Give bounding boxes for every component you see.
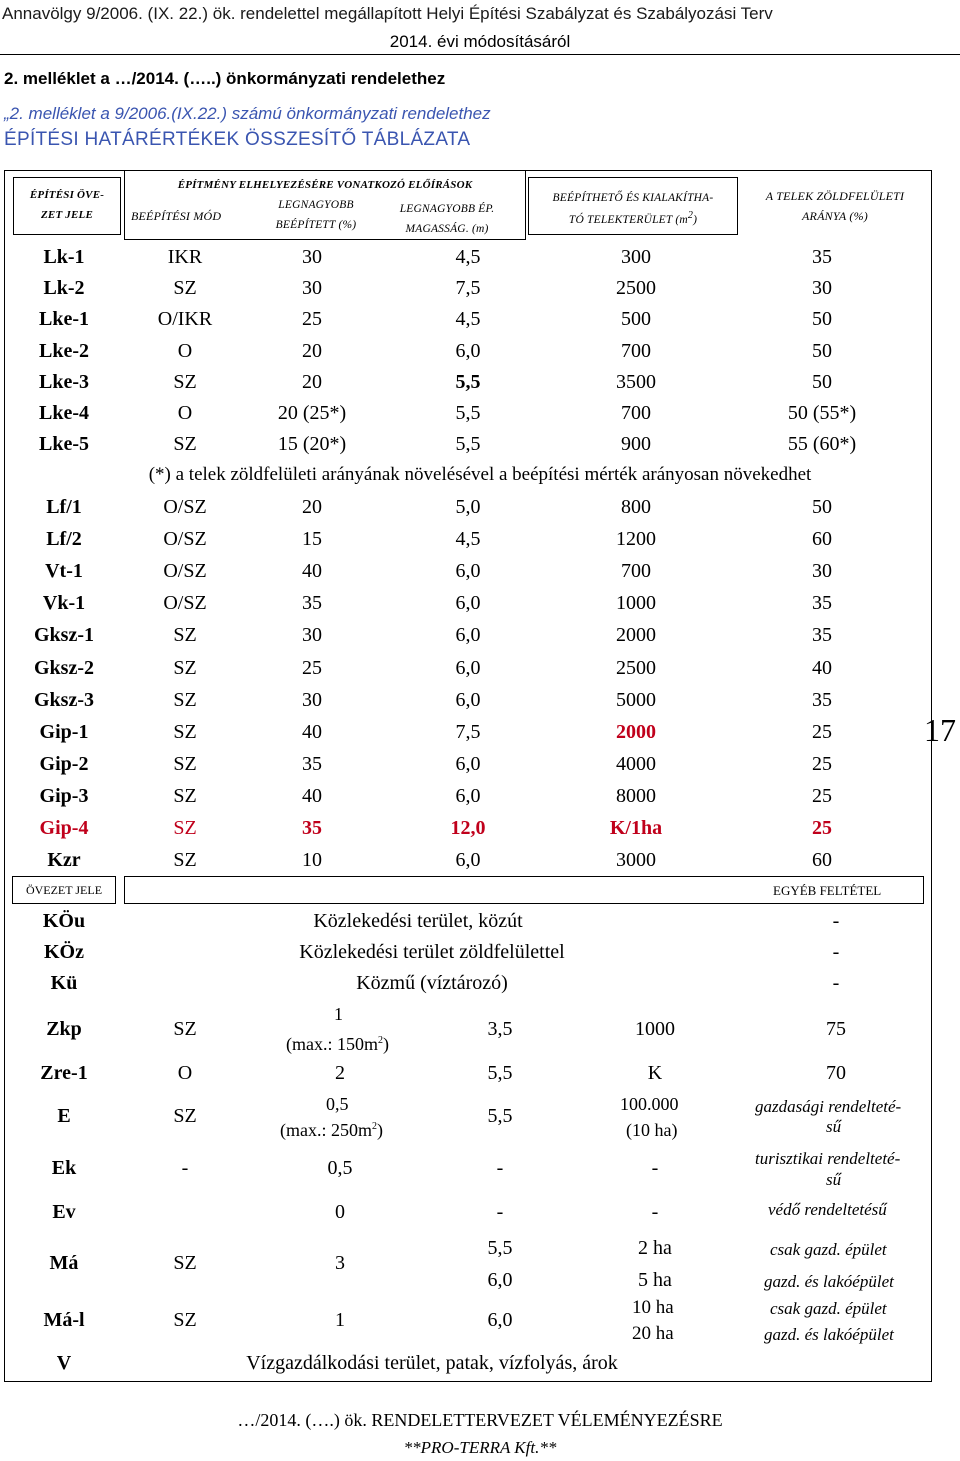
header-mode: BEÉPÍTÉSI MÓD [131, 209, 222, 223]
table-row [0, 277, 960, 307]
cell-mode: SZ [173, 720, 197, 743]
cell-height: 12,0 [450, 817, 486, 839]
cell-green: 35 [812, 246, 832, 268]
row-desc: Közmű (víztározó) [356, 972, 508, 994]
header-max-height-line2: MAGASSÁG. (m) [405, 223, 489, 235]
cell-zone: Lf/2 [46, 528, 82, 551]
cell-area: 3000 [616, 849, 656, 872]
cell-green: 40 [812, 656, 832, 679]
row-height: 6,0 [487, 1269, 513, 1291]
cell-area: 4000 [616, 752, 656, 775]
cell-green: 25 [812, 784, 832, 807]
cell-zone: Lke-1 [39, 308, 89, 331]
cell-height: 5,5 [455, 433, 481, 456]
row-cond: - [832, 972, 840, 994]
cell-built: 30 [302, 246, 322, 268]
cell-built: 35 [302, 592, 322, 615]
cell-green: 35 [812, 688, 832, 711]
cell-zone: Kzr [47, 849, 81, 872]
cell-mode: SZ [173, 784, 197, 807]
cell-height: 6,0 [455, 624, 481, 647]
cell-green: 30 [812, 560, 832, 583]
row-height: - [496, 1157, 504, 1179]
zone-label: Má-l [43, 1309, 85, 1331]
cell-mode: O/SZ [163, 560, 207, 583]
row-mode: O [177, 1062, 193, 1084]
cell-green: 55 (60*) [787, 433, 857, 456]
header-zone-line1: ÉPÍTÉSI ÖVE- [29, 189, 105, 201]
cell-height: 5,5 [455, 370, 481, 393]
cell-built: 35 [302, 817, 322, 839]
row-mode: SZ [173, 1018, 197, 1040]
table-row-koz [0, 941, 960, 971]
header-line1: Annavölgy 9/2006. (IX. 22.) ök. rendelettel megállapított Helyi Építési Szabályzat és Szabályozási Terv [2, 4, 773, 23]
cell-zone: Lke-5 [39, 433, 89, 456]
cell-built: 30 [302, 688, 322, 711]
e-cond-line2: sű [826, 1117, 842, 1136]
cell-green: 60 [812, 849, 832, 872]
cell-height: 6,0 [455, 849, 481, 872]
cell-built: 10 [302, 849, 322, 872]
row-area: 2 ha [638, 1237, 672, 1259]
cell-green: 50 [812, 496, 832, 518]
row-built: 0 [335, 1201, 345, 1223]
table-row [0, 657, 960, 687]
cell-area: 1000 [616, 592, 656, 615]
cell-area: 500 [621, 308, 651, 331]
zone-label: Ev [52, 1201, 76, 1223]
zone-label: E [57, 1105, 71, 1127]
table-row [0, 624, 960, 654]
cell-green: 25 [812, 817, 832, 839]
mal-cond2: gazd. és lakóépület [764, 1325, 894, 1344]
zone-label: Kü [50, 972, 78, 994]
cell-mode: SZ [173, 277, 197, 300]
header-zone-line2: ZET JELE [40, 209, 94, 221]
cell-height: 6,0 [455, 560, 481, 583]
cell-zone: Gksz-3 [34, 688, 94, 711]
cell-height: 7,5 [455, 720, 481, 743]
annex-subtitle: „2. melléklet a 9/2006.(IX.22.) számú önkormányzati rendelethez [4, 104, 491, 123]
cell-height: 6,0 [455, 784, 481, 807]
e-built-note: (max.: $250m^2$) [280, 1120, 383, 1140]
table-row [0, 528, 960, 558]
cell-mode: O/IKR [157, 308, 213, 331]
row-built: 0,5 [327, 1157, 353, 1179]
cell-area: K/1ha [609, 817, 663, 839]
cell-mode: SZ [173, 433, 197, 456]
document-header [0, 4, 960, 26]
row-desc: Közlekedési terület, közút [313, 910, 523, 932]
cell-height: 4,5 [455, 528, 481, 551]
table-row-zre [0, 1062, 960, 1092]
header-divider [0, 54, 960, 55]
cell-mode: SZ [173, 817, 197, 839]
cell-zone: Lf/1 [46, 496, 82, 518]
cell-zone: Gip-1 [39, 720, 89, 743]
cell-area: 2500 [616, 656, 656, 679]
cell-height: 5,0 [455, 496, 481, 518]
cell-area: 800 [621, 496, 651, 518]
footnote: (*) a telek zöldfelületi arányának növelésével a beépítési mérték arányosan növekedhet [148, 464, 812, 485]
cell-zone: Vt-1 [45, 560, 83, 583]
row-green: 75 [826, 1018, 846, 1040]
cell-zone: Gip-2 [39, 752, 89, 775]
cell-height: 6,0 [455, 592, 481, 615]
cell-built: 20 [302, 496, 322, 518]
cell-zone: Gip-3 [39, 784, 89, 807]
cell-built: 20 (25*) [277, 402, 347, 424]
cell-zone: Lke-3 [39, 370, 89, 393]
cell-area: 1200 [616, 528, 656, 551]
e-area-note: (10 ha) [626, 1120, 678, 1140]
row-area: - [651, 1157, 659, 1179]
cell-area: 900 [621, 433, 651, 456]
cell-mode: O [177, 339, 193, 362]
row-area: K [647, 1062, 663, 1084]
cell-zone: Lk-1 [43, 246, 85, 268]
table-row [0, 721, 960, 751]
cell-zone: Lke-4 [39, 402, 89, 424]
header-max-height-line1: LEGNAGYOBB ÉP. [399, 203, 495, 215]
header-green-line1: A TELEK ZÖLDFELÜLETI [765, 189, 905, 203]
cell-area: 300 [621, 246, 651, 268]
table-row [0, 371, 960, 401]
row-built: 3 [335, 1252, 345, 1274]
cell-mode: SZ [173, 849, 197, 872]
cell-height: 7,5 [455, 277, 481, 300]
cell-mode: SZ [173, 624, 197, 647]
cell-built: 20 [302, 339, 322, 362]
row-mode: SZ [173, 1105, 197, 1127]
cell-green: 50 [812, 339, 832, 362]
cell-mode: O/SZ [163, 528, 207, 551]
ek-cond-line1: turisztikai rendelteté- [755, 1149, 901, 1168]
row-height: 5,5 [487, 1062, 513, 1084]
table-row [0, 753, 960, 783]
table-row [0, 785, 960, 815]
zkp-built-note: (max.: $150m^2$) [286, 1034, 389, 1054]
cell-area: 3500 [616, 370, 656, 393]
cell-mode: SZ [173, 656, 197, 679]
cell-zone: Gksz-2 [34, 656, 94, 679]
row-height: - [496, 1201, 504, 1223]
cell-area: 5000 [616, 688, 656, 711]
zone-header2-left-box [12, 876, 116, 904]
cell-built: 25 [302, 656, 322, 679]
table-row-ku [0, 972, 960, 1002]
cell-built: 40 [302, 720, 322, 743]
table-title: ÉPÍTÉSI HATÁRÉRTÉKEK ÖSSZESÍTŐ TÁBLÁZATA [4, 129, 471, 150]
cell-area: 2000 [616, 720, 656, 743]
header-max-built-line2: BEÉPÍTETT (%) [275, 219, 357, 231]
table-row [0, 308, 960, 338]
zone-label: KÖu [42, 910, 86, 932]
row-cond: - [832, 910, 840, 932]
cell-green: 30 [812, 277, 832, 300]
row-green: 70 [826, 1062, 846, 1084]
e-area: 100.000 [620, 1094, 679, 1114]
cell-built: 30 [302, 277, 322, 300]
annex-title: 2. melléklet a …/2014. (…..) önkormányzati rendelethez [4, 69, 446, 88]
header-plot-box [528, 177, 738, 235]
cell-built: 15 (20*) [277, 433, 347, 456]
cell-zone: Lk-2 [43, 277, 85, 300]
zone-label: Zkp [46, 1018, 82, 1040]
cell-area: 700 [621, 339, 651, 362]
table-row [0, 592, 960, 622]
header-building-group: ÉPÍTMÉNY ELHELYEZÉSÉRE VONATKOZÓ ELŐÍRÁSOK [177, 179, 473, 191]
header-zone-box [13, 177, 121, 235]
cell-green: 50 [812, 308, 832, 331]
header-max-built-line1: LEGNAGYOBB [278, 199, 354, 211]
zkp-built: 1 [334, 1004, 343, 1024]
cell-area: 700 [621, 402, 651, 424]
cell-height: 6,0 [455, 752, 481, 775]
cell-height: 4,5 [455, 308, 481, 331]
cell-mode: SZ [173, 688, 197, 711]
cell-green: 25 [812, 752, 832, 775]
row-height: 5,5 [487, 1105, 513, 1127]
cell-zone: Gip-4 [39, 817, 89, 839]
cell-built: 35 [302, 752, 322, 775]
ma-cond1: csak gazd. épület [770, 1240, 887, 1259]
table-row [0, 689, 960, 719]
table-row [0, 402, 960, 432]
zone-header2-right: EGYÉB FELTÉTEL [773, 883, 882, 898]
row-height: 6,0 [487, 1309, 513, 1331]
e-cond-line1: gazdasági rendelteté- [755, 1097, 902, 1116]
cell-green: 50 (55*) [787, 402, 857, 424]
table-row-v [0, 1352, 960, 1382]
cell-zone: Lke-2 [39, 339, 89, 362]
row-height: 3,5 [487, 1018, 513, 1040]
table-row [0, 433, 960, 463]
cell-mode: SZ [173, 752, 197, 775]
header-plot-line1: BEÉPÍTHETŐ ÉS KIALAKÍTHA- [552, 192, 714, 204]
table-row [0, 560, 960, 590]
row-built: 2 [335, 1062, 345, 1084]
zone-label: V [56, 1352, 72, 1374]
table-row [0, 496, 960, 526]
cell-mode: SZ [173, 370, 197, 393]
cell-height: 5,5 [455, 402, 481, 424]
zone-label: KÖz [44, 941, 84, 963]
cell-built: 40 [302, 560, 322, 583]
ev-cond: védő rendeltetésű [768, 1200, 887, 1219]
ma-cond2: gazd. és lakóépület [764, 1272, 894, 1291]
row-mode: - [181, 1157, 189, 1179]
cell-mode: O/SZ [163, 592, 207, 615]
cell-built: 30 [302, 624, 322, 647]
cell-zone: Gksz-1 [34, 624, 94, 647]
cell-built: 25 [302, 308, 322, 331]
header-building-box [124, 170, 526, 240]
row-area: 5 ha [638, 1269, 672, 1291]
page-number: 17 [924, 712, 956, 748]
cell-height: 4,5 [455, 246, 481, 268]
cell-mode: O/SZ [163, 496, 207, 518]
table-row [0, 340, 960, 370]
cell-area: 2500 [616, 277, 656, 300]
cell-height: 6,0 [455, 339, 481, 362]
row-cond: - [832, 941, 840, 963]
row-area: 1000 [635, 1018, 675, 1040]
table-row-kou [0, 910, 960, 940]
mal-cond1: csak gazd. épület [770, 1299, 887, 1318]
cell-green: 35 [812, 592, 832, 615]
row-mode: SZ [173, 1252, 197, 1274]
cell-green: 60 [812, 528, 832, 551]
footer-line2: **PRO-TERRA Kft.** [403, 1438, 557, 1457]
zone-label: Zre-1 [40, 1062, 88, 1084]
row-built: 1 [335, 1309, 345, 1331]
zone-label: Má [49, 1252, 79, 1274]
cell-built: 15 [302, 528, 322, 551]
row-height: 5,5 [487, 1237, 513, 1259]
cell-area: 8000 [616, 784, 656, 807]
table-row [0, 246, 960, 276]
cell-height: 6,0 [455, 688, 481, 711]
header-line2: 2014. évi módosításáról [389, 32, 571, 51]
table-row [0, 849, 960, 879]
cell-area: 2000 [616, 624, 656, 647]
cell-mode: IKR [167, 246, 203, 268]
cell-green: 25 [812, 720, 832, 743]
header-plot-line2: TÓ TELEKTERÜLET $(m^2)$ [568, 210, 698, 226]
row-area: - [651, 1201, 659, 1223]
cell-built: 40 [302, 784, 322, 807]
cell-area: 700 [621, 560, 651, 583]
e-built: 0,5 [326, 1094, 349, 1114]
cell-built: 20 [302, 370, 322, 393]
cell-zone: Vk-1 [42, 592, 86, 615]
row-desc: Vízgazdálkodási terület, patak, vízfolyás, árok [246, 1352, 618, 1374]
header-green-line2: ARÁNYA (%) [802, 209, 868, 223]
zone-header2-right-box [124, 876, 924, 904]
table-row [0, 817, 960, 847]
row-desc: Közlekedési terület zöldfelülettel [299, 941, 565, 963]
ek-cond-line2: sű [826, 1170, 842, 1189]
cell-green: 50 [812, 370, 832, 393]
table-row-zkp [0, 1018, 960, 1048]
cell-mode: O [177, 402, 193, 424]
mal-area1: 10 ha [632, 1297, 674, 1318]
zone-label: Ek [51, 1157, 77, 1179]
cell-height: 6,0 [455, 656, 481, 679]
cell-green: 35 [812, 624, 832, 647]
mal-area2: 20 ha [632, 1323, 674, 1344]
row-mode: SZ [173, 1309, 197, 1331]
zone-header2-left: ÖVEZET JELE [25, 883, 103, 897]
footer-line1: …/2014. (….) ök. RENDELETTERVEZET VÉLEMÉNYEZÉSRE [237, 1410, 723, 1430]
